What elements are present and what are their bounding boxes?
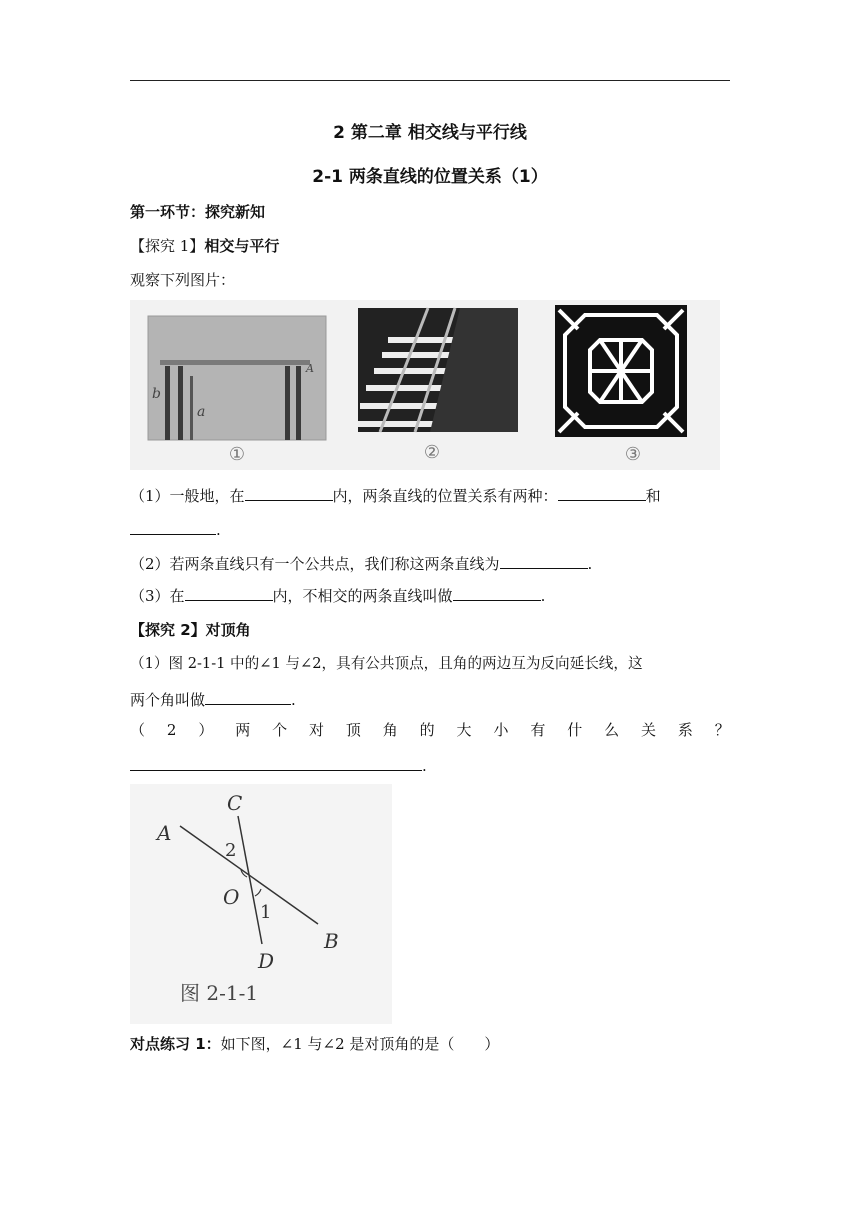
line-CD: [238, 816, 262, 944]
picture-label-3: ③: [624, 444, 642, 465]
explore2-q2-line2: .: [130, 754, 730, 776]
explore2-heading: [130, 620, 730, 640]
point-C-label: C: [227, 791, 243, 815]
explore2-q2-line1: （ 2 ） 两 个 对 顶 角 的 大 小 有 什 么 关 系 ？: [130, 721, 730, 739]
answer-blank[interactable]: [558, 484, 646, 501]
pic1-letter-b: b: [152, 386, 161, 402]
question-3: （3）在 内，不相交的两条直线叫做 .: [130, 584, 730, 606]
point-B-label: B: [324, 929, 339, 953]
section-heading: 第一环节：探究新知: [130, 203, 266, 221]
picture-3: [555, 305, 687, 437]
header-rule: [130, 80, 730, 81]
answer-blank[interactable]: [245, 484, 333, 501]
angle-1-arc: [255, 889, 261, 896]
question-2: （2）若两条直线只有一个公共点，我们称这两条直线为 .: [130, 552, 730, 574]
point-D-label: D: [258, 949, 275, 973]
pic1-letter-a: a: [197, 404, 206, 420]
picture-1: [148, 316, 326, 440]
explore2-bracket: 【探究 2】: [130, 621, 206, 639]
answer-blank[interactable]: [453, 584, 541, 601]
explore1-title: 相交与平行: [204, 237, 280, 255]
question-1-line1: （1）一般地，在 内，两条直线的位置关系有两种： 和: [130, 484, 730, 506]
picture-label-1: ①: [228, 444, 246, 465]
explore1-bracket: 【探究 1】: [130, 237, 205, 255]
angle-2-label: 2: [225, 840, 237, 861]
explore2-q1-line1: （1）图 2-1-1 中的∠1 与∠2，具有公共顶点，且角的两边互为反向延长线，这: [130, 655, 643, 672]
answer-blank[interactable]: [130, 754, 422, 771]
explore2-title: 对顶角: [205, 621, 251, 639]
question-1-line2: .: [130, 518, 730, 540]
practice-1: [130, 1034, 730, 1054]
observe-text: 观察下列图片：: [130, 271, 236, 289]
practice-text: 如下图，∠1 与∠2 是对顶角的是（ ）: [220, 1035, 500, 1053]
pictures-strip: [130, 300, 720, 470]
chapter-title: 2 第二章 相交线与平行线: [333, 123, 527, 143]
section-title: 2-1 两条直线的位置关系（1）: [312, 167, 548, 187]
pic1-letter-A: A: [306, 362, 314, 375]
answer-blank[interactable]: [205, 688, 291, 705]
explore2-q1-line2: 两个角叫做 .: [130, 688, 730, 710]
figure-caption: 图 2-1-1: [180, 981, 259, 1005]
picture-2: [358, 308, 518, 432]
pictures-illustration: [130, 300, 720, 470]
answer-blank[interactable]: [185, 584, 273, 601]
explore1-heading: [130, 236, 730, 256]
picture-label-2: ②: [423, 442, 441, 463]
point-A-label: A: [157, 821, 172, 845]
figure-2-1-1: [130, 784, 392, 1024]
point-O-label: O: [223, 885, 240, 909]
angle-1-label: 1: [260, 902, 272, 923]
vertical-angles-diagram: [130, 784, 392, 1024]
answer-blank[interactable]: [500, 552, 588, 569]
answer-blank[interactable]: [130, 518, 216, 535]
practice-label: 对点练习 1：: [130, 1035, 221, 1053]
